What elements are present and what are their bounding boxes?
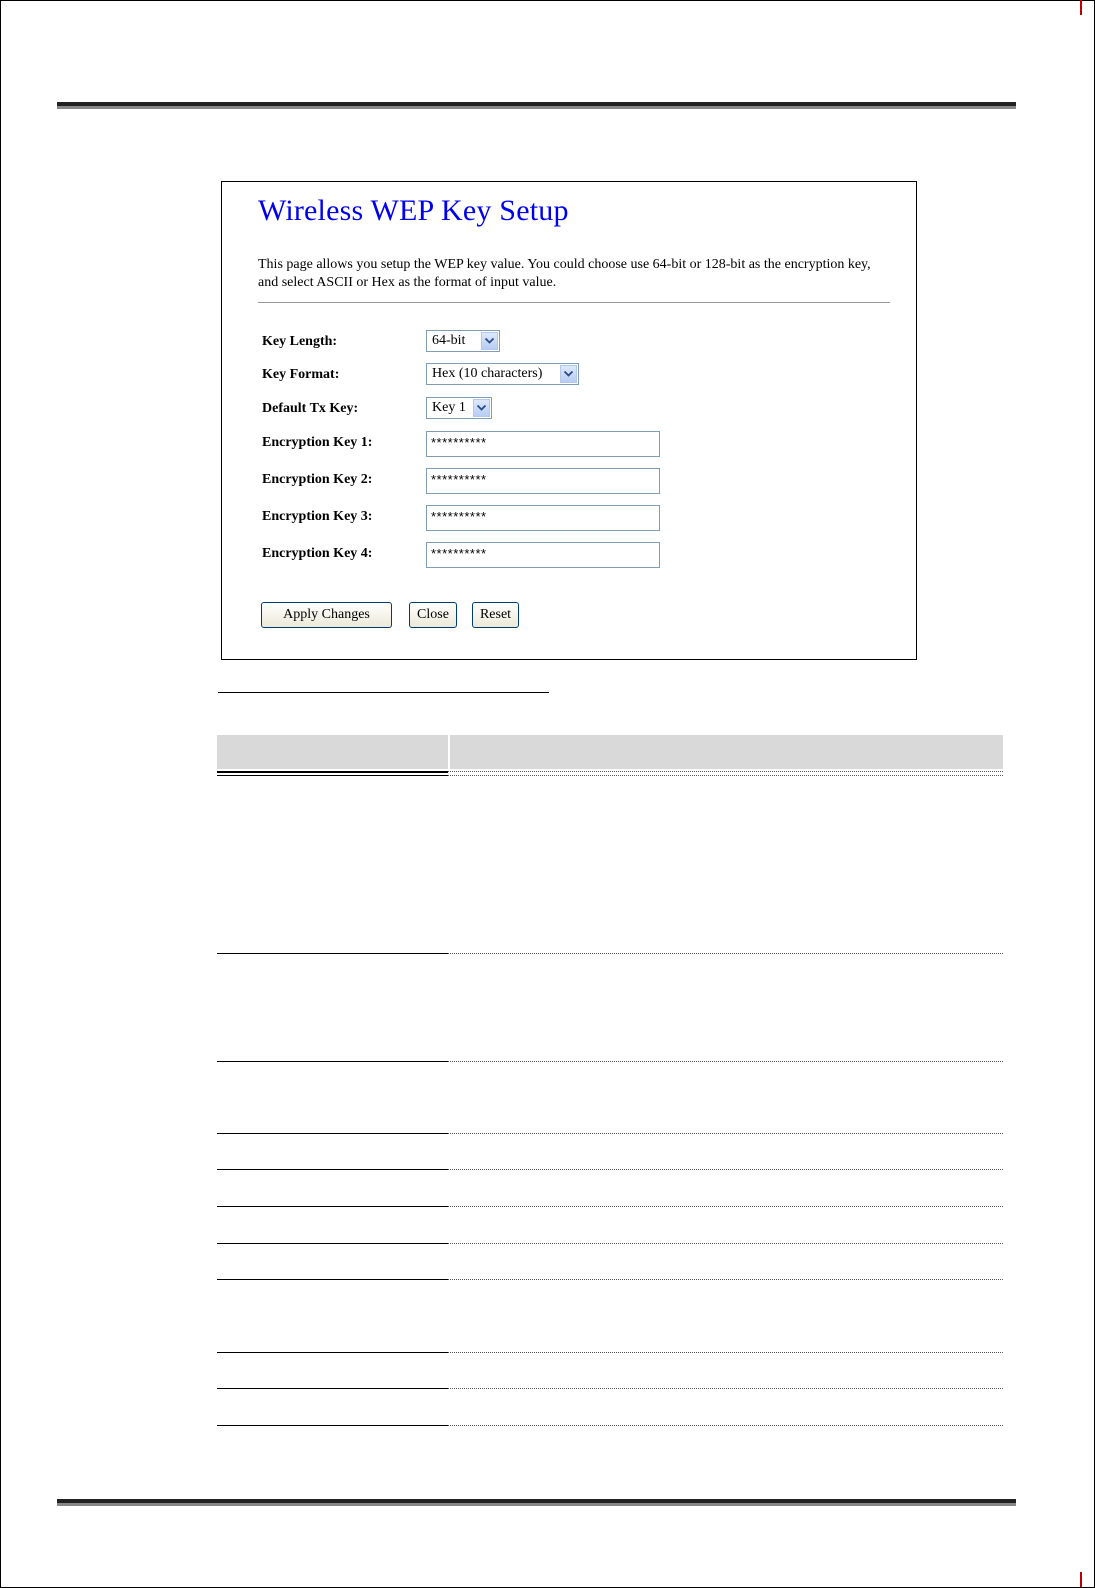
key-length-value: 64-bit xyxy=(432,333,466,348)
default-tx-key-select[interactable] xyxy=(426,397,492,419)
encryption-key-2-row xyxy=(258,468,898,494)
key-format-value: Hex (10 characters) xyxy=(432,366,543,381)
encryption-key-1-row xyxy=(258,431,898,457)
encryption-key-3-input[interactable]: ********** xyxy=(426,505,660,531)
wep-setup-screenshot xyxy=(221,181,917,660)
key-length-label: Key Length: xyxy=(262,334,338,349)
key-format-row xyxy=(258,363,898,389)
encryption-key-1-label: Encryption Key 1: xyxy=(262,435,373,450)
table-header-item xyxy=(217,735,448,769)
encryption-key-2-input[interactable]: ********** xyxy=(426,468,660,494)
key-format-label: Key Format: xyxy=(262,367,340,382)
key-length-select[interactable] xyxy=(426,330,500,352)
close-button[interactable]: Close xyxy=(409,602,457,628)
encryption-key-4-row xyxy=(258,542,898,568)
default-tx-key-row xyxy=(258,397,898,423)
key-format-select[interactable] xyxy=(426,363,579,385)
encryption-key-3-label: Encryption Key 3: xyxy=(262,509,373,524)
key-length-row xyxy=(258,330,898,356)
caption-underline xyxy=(218,692,549,693)
page-title: Wireless WEP Key Setup xyxy=(258,194,569,227)
default-tx-key-label: Default Tx Key: xyxy=(262,401,359,416)
encryption-key-4-input[interactable]: ********** xyxy=(426,542,660,568)
encryption-key-4-label: Encryption Key 4: xyxy=(262,546,373,561)
corner-mark-top xyxy=(1080,0,1082,15)
corner-mark-bottom xyxy=(1080,1572,1082,1587)
table-header-description xyxy=(450,735,1003,769)
divider xyxy=(258,302,890,303)
encryption-key-1-input[interactable]: ********** xyxy=(426,431,660,457)
encryption-key-2-label: Encryption Key 2: xyxy=(262,472,373,487)
apply-changes-button[interactable]: Apply Changes xyxy=(261,602,392,628)
chevron-down-icon xyxy=(481,332,498,350)
chevron-down-icon xyxy=(560,365,577,383)
default-tx-key-value: Key 1 xyxy=(432,400,466,415)
chevron-down-icon xyxy=(473,399,490,417)
reset-button[interactable]: Reset xyxy=(472,602,519,628)
encryption-key-3-row xyxy=(258,505,898,531)
header-rule xyxy=(57,102,1016,109)
footer-rule xyxy=(57,1499,1016,1506)
page-description: This page allows you setup the WEP key value. You could choose use 64-bit or 128-bit as the encryption key, and select ASCII or Hex as the format of input value. xyxy=(258,257,871,290)
